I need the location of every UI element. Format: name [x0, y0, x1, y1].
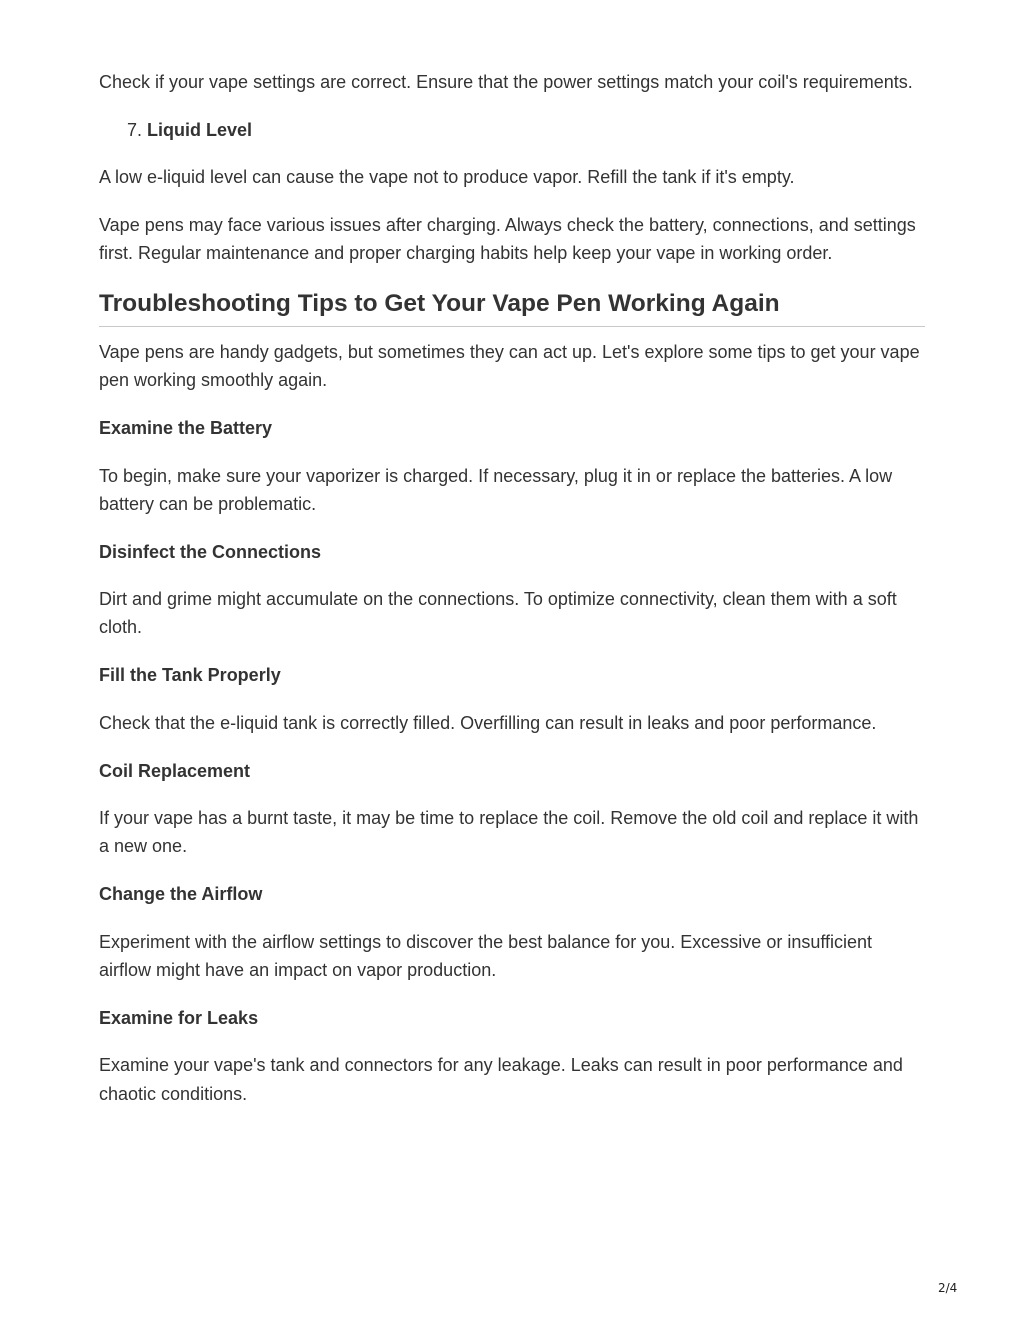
list-item-title: Liquid Level: [147, 119, 253, 140]
tip-heading-connections: Disinfect the Connections: [99, 541, 322, 562]
section-intro-paragraph: Vape pens are handy gadgets, but sometimes they can act up. Let's explore some tips to get your vape pen working smoothly again.: [99, 342, 920, 391]
tip-text-connections: Dirt and grime might accumulate on the connections. To optimize connectivity, clean them with a soft cloth.: [99, 589, 897, 638]
tip-text-leaks: Examine your vape's tank and connectors for any leakage. Leaks can result in poor performance and chaotic conditions.: [99, 1055, 903, 1104]
tip-text-coil: If your vape has a burnt taste, it may be time to replace the coil. Remove the old coil and replace it with a new one.: [99, 808, 919, 857]
liquid-level-paragraph: A low e-liquid level can cause the vape not to produce vapor. Refill the tank if it's empty.: [99, 167, 795, 188]
tip-heading-battery: Examine the Battery: [99, 417, 273, 438]
tip-heading-airflow: Change the Airflow: [99, 884, 263, 905]
list-item-liquid-level: [99, 116, 925, 144]
tip-heading-coil: Coil Replacement: [99, 760, 251, 781]
summary-paragraph: Vape pens may face various issues after charging. Always check the battery, connections, and settings first. Regular maintenance and proper charging habits help keep your vape in working order.: [99, 215, 916, 264]
tip-text-airflow: Experiment with the airflow settings to discover the best balance for you. Excessive or insufficient airflow might have an impact on vapor production.: [99, 931, 873, 981]
section-heading: Troubleshooting Tips to Get Your Vape Pen Working Again: [99, 287, 925, 327]
tip-heading-leaks: Examine for Leaks: [99, 1007, 259, 1028]
document-page: [99, 68, 925, 1127]
tip-text-tank: Check that the e-liquid tank is correctly filled. Overfilling can result in leaks and poor performance.: [99, 712, 877, 733]
tip-text-battery: To begin, make sure your vaporizer is charged. If necessary, plug it in or replace the batteries. A low battery can be problematic.: [99, 465, 893, 514]
settings-paragraph: Check if your vape settings are correct. Ensure that the power settings match your coil's requirements.: [99, 72, 913, 92]
page-number: 2/4: [938, 1281, 958, 1295]
list-item-number: 7.: [127, 119, 143, 140]
tip-heading-tank: Fill the Tank Properly: [99, 665, 281, 686]
